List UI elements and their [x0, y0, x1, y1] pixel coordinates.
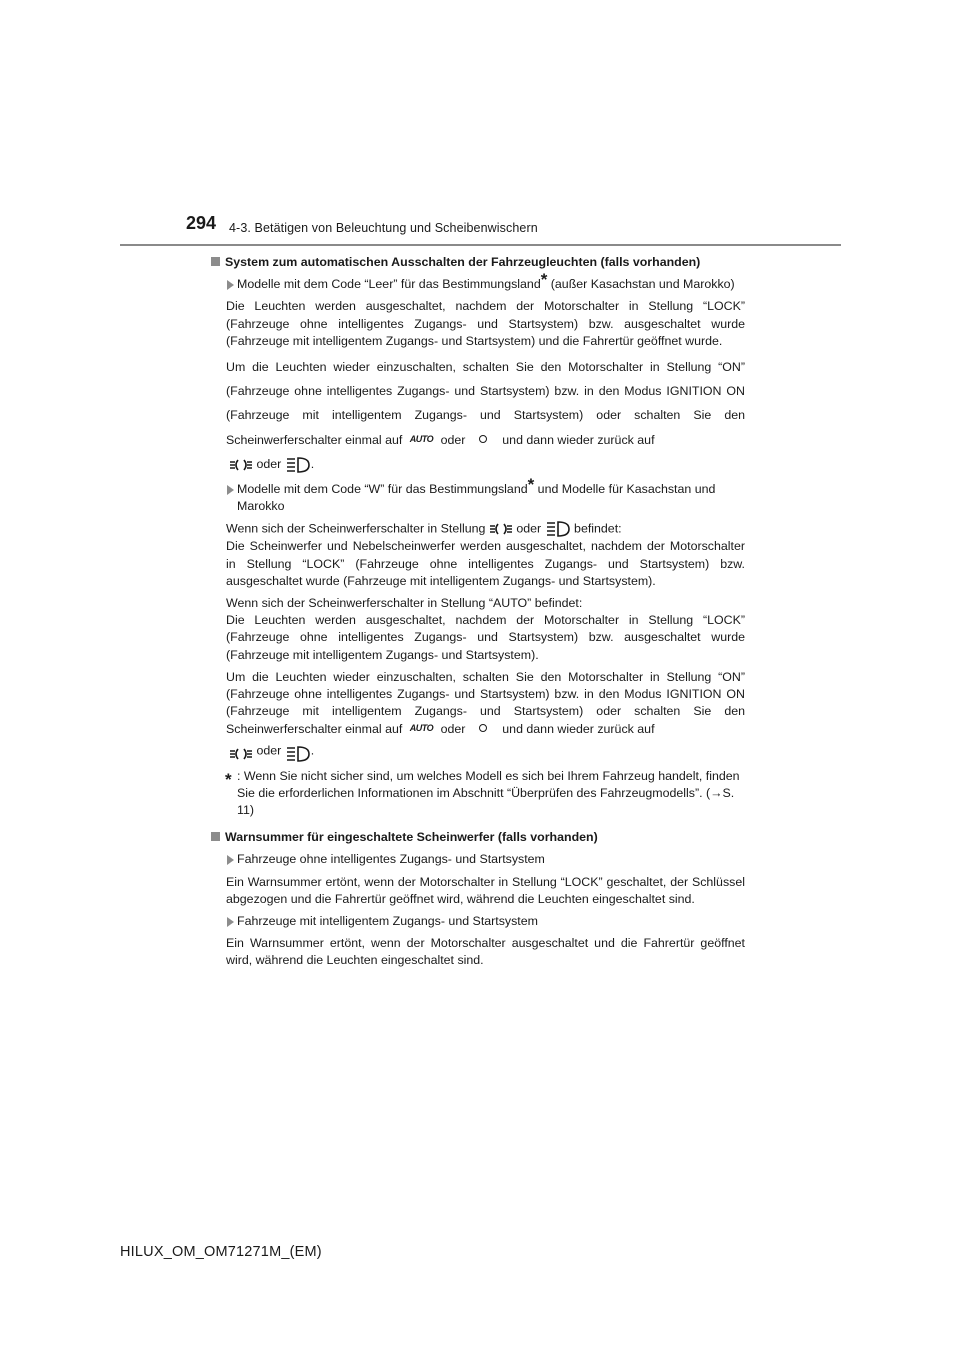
- tail-light-icon: [489, 521, 513, 537]
- paragraph-with-icons: Wenn sich der Scheinwerferschalter in Stellung oder befindet: Die Scheinwerfer und Nebelscheinwerfer werden ausgeschaltet, nachdem der Motorschalter in Stellung “LOCK” (Fahrzeuge ohne intelligentes Zugangs- und Startsystem) bzw. ausgeschaltet wurde (Fahrzeuge mit intelligentem Zugangs- und Startsystem).: [226, 521, 745, 588]
- paragraph: Ein Warnsummer ertönt, wenn der Motorschalter ausgeschaltet und die Fahrertür geöffnet wird, während die Leuchten eingeschaltet sind.: [226, 936, 745, 968]
- bullet-without-smart-key: Fahrzeuge ohne intelligentes Zugangs- und Startsystem: [211, 851, 745, 868]
- headlight-icon: [285, 745, 311, 763]
- off-icon: [479, 435, 487, 443]
- headlight-icon: [545, 520, 571, 538]
- bullet-code-w: Modelle mit dem Code “W” für das Bestimmungsland* und Modelle für Kasachstan und Marokko: [211, 481, 745, 515]
- square-bullet-icon: [211, 257, 220, 266]
- page-number: 294: [186, 213, 217, 233]
- footnote: * : Wenn Sie nicht sicher sind, um welches Modell es sich bei Ihrem Fahrzeug handelt, finden Sie die erforderlichen Informationen im Abschnitt “Überprüfen des Fahrzeugmodells”. (→S. 11): [225, 768, 740, 818]
- auto-icon: AUTO: [409, 434, 434, 445]
- paragraph: Ein Warnsummer ertönt, wenn der Motorschalter in Stellung “LOCK” geschaltet, der Schlüssel abgezogen und die Fahrertür geöffnet wird, während die Leuchten eingeschaltet sind.: [226, 874, 745, 906]
- page-content: [211, 254, 745, 975]
- section-title: 4-3. Betätigen von Beleuchtung und Scheibenwischern: [229, 221, 538, 235]
- model-code: HILUX_OM_OM71271M_(EM): [120, 1244, 322, 1260]
- paragraph: Die Leuchten werden ausgeschaltet, nachdem der Motorschalter in Stellung “LOCK” (Fahrzeuge ohne intelligentes Zugangs- und Startsystem) bzw. ausgeschaltet wurde (Fahrzeuge mit intelligentem Zugangs- und Startsystem) und die Fahrertür geöffnet wurde.: [226, 299, 745, 348]
- off-icon: [479, 724, 487, 732]
- footnote-star: *: [225, 769, 232, 789]
- bullet-with-smart-key: Fahrzeuge mit intelligentem Zugangs- und Startsystem: [211, 913, 745, 930]
- footnote-star: *: [540, 270, 548, 290]
- section-heading-warning-buzzer: Warnsummer für eingeschaltete Scheinwerfer (falls vorhanden): [211, 829, 745, 846]
- triangle-bullet-icon: [227, 855, 234, 865]
- square-bullet-icon: [211, 832, 220, 841]
- bullet-code-leer: Modelle mit dem Code “Leer” für das Bestimmungsland* (außer Kasachstan und Marokko): [211, 276, 745, 293]
- triangle-bullet-icon: [227, 280, 234, 290]
- headlight-icon: [285, 456, 311, 474]
- triangle-bullet-icon: [227, 485, 234, 495]
- section-heading-auto-off: System zum automatischen Ausschalten der Fahrzeugleuchten (falls vorhanden): [211, 254, 745, 271]
- triangle-bullet-icon: [227, 917, 234, 927]
- tail-light-icon: [229, 457, 253, 473]
- header-rule: [120, 244, 841, 246]
- paragraph-with-icons: Um die Leuchten wieder einzuschalten, schalten Sie den Motorschalter in Stellung “ON” (Fahrzeuge ohne intelligentes Zugangs- und Startsystem) bzw. in den Modus IGNITION ON (Fahrzeuge mit intelligentem Zugangs- und Startsystem) oder schalten Sie den Scheinwerferschalter einmal auf AUTO oder und dann wieder zurück auf oder .: [211, 355, 745, 476]
- paragraph: Wenn sich der Scheinwerferschalter in Stellung “AUTO” befindet: Die Leuchten werden ausgeschaltet, nachdem der Motorschalter in Stellung “LOCK” (Fahrzeuge ohne intelligentes Zugangs- und Startsystem) bzw. ausgeschaltet wurde (Fahrzeuge mit intelligentem Zugangs- und Startsystem).: [226, 596, 745, 662]
- auto-icon: AUTO: [409, 723, 434, 734]
- footnote-star: *: [527, 475, 535, 495]
- paragraph-with-icons: Um die Leuchten wieder einzuschalten, schalten Sie den Motorschalter in Stellung “ON” (Fahrzeuge ohne intelligentes Zugangs- und Startsystem) bzw. in den Modus IGNITION ON (Fahrzeuge mit intelligentem Zugangs- und Startsystem) oder schalten Sie den Scheinwerferschalter einmal auf AUTO oder und dann wieder zurück auf oder .: [211, 669, 745, 763]
- tail-light-icon: [229, 746, 253, 762]
